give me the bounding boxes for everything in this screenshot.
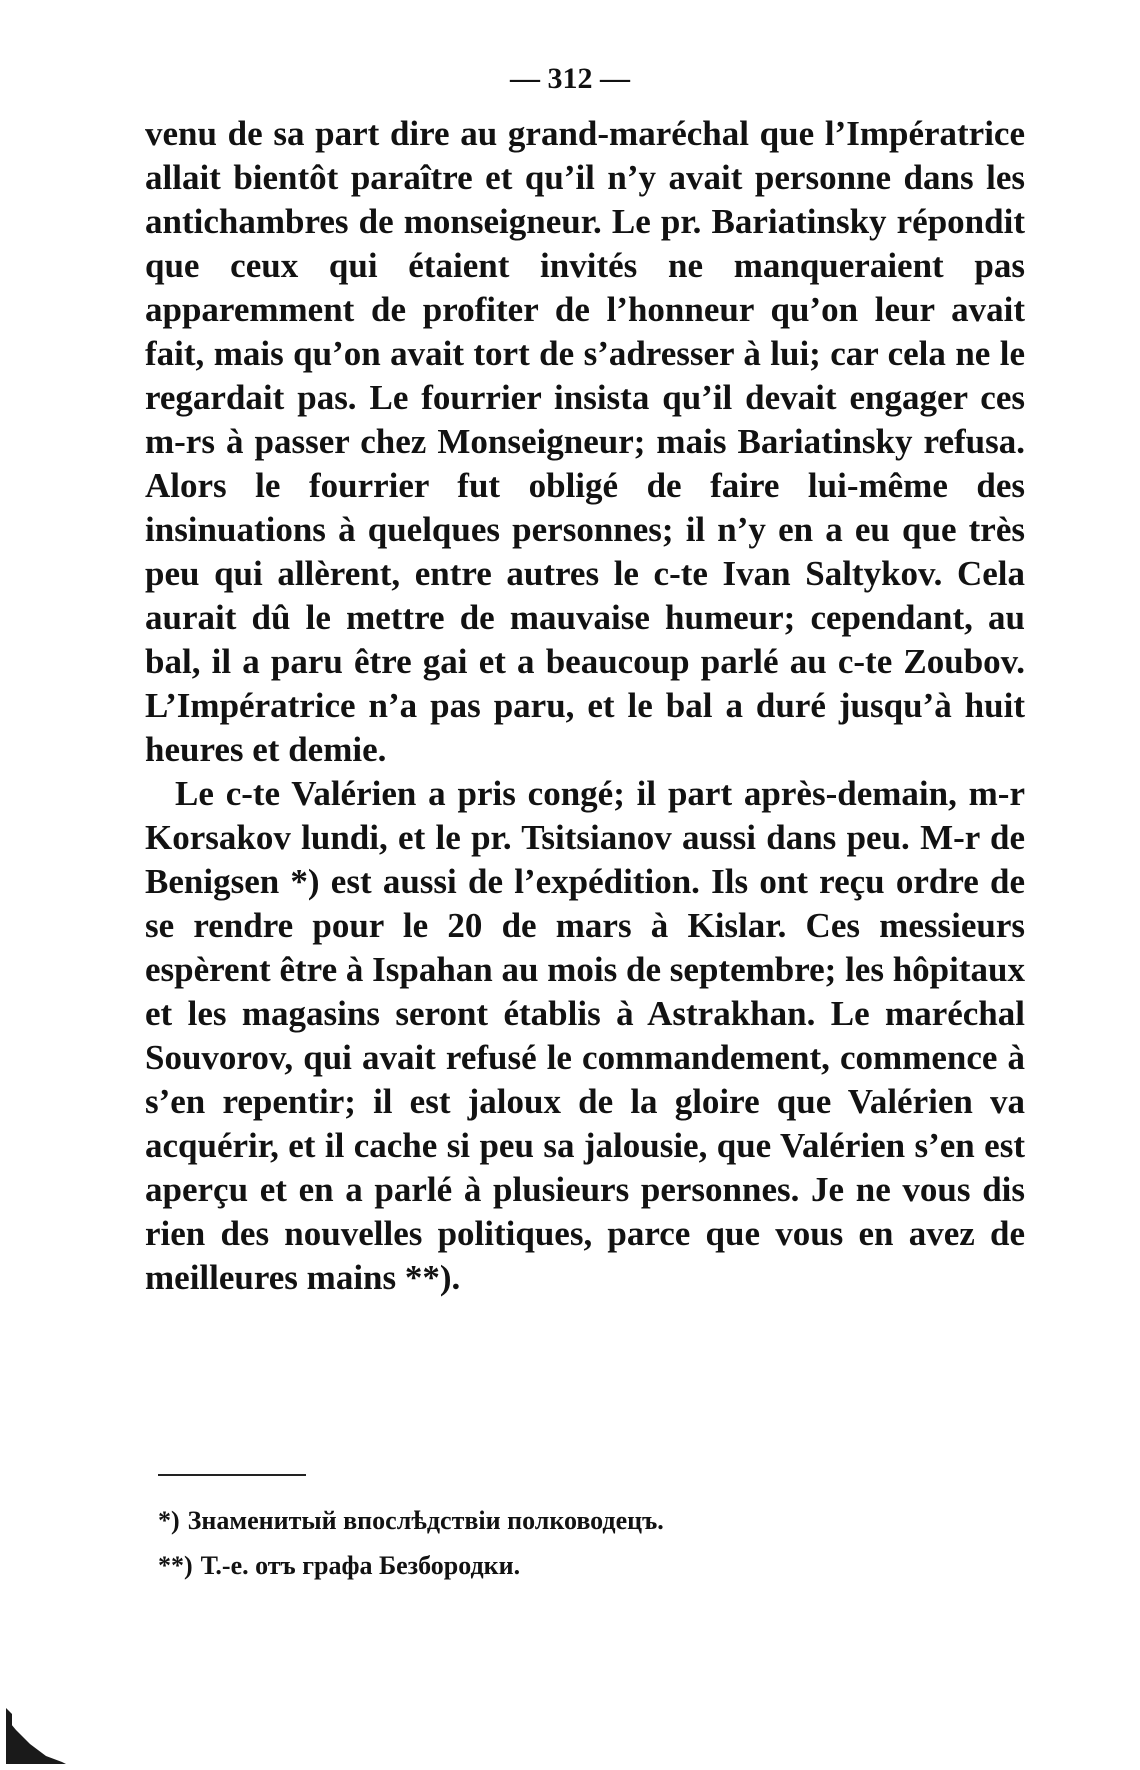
footnote-mark: **) [158, 1551, 193, 1580]
page-number: — 312 — [510, 62, 630, 95]
body-text [145, 112, 1025, 1300]
footnote-text: Знаменитый впослѣдствіи полководецъ. [187, 1506, 664, 1535]
footnote [158, 1543, 858, 1588]
paragraph: venu de sa part dire au grand-maréchal que l’Impératrice allait bientôt paraître et qu’il n’y avait personne dans les antichambres de monseigneur. Le pr. Bariatinsky répondit que ceux qui étaient invités ne manqueraient pas apparemment de profiter de l’honneur qu’on leur avait fait, mais qu’on avait tort de s’adresser à lui; car cela ne le regardait pas. Le fourrier insista qu’il devait engager ces m-rs à passer chez Monseigneur; mais Bariatinsky refusa. Alors le fourrier fut obligé de faire lui-même des insinuations à quelques personnes; il n’y en a eu que très peu qui allèrent, entre autres le c-te Ivan Saltykov. Cela aurait dû le mettre de mauvaise humeur; cependant, au bal, il a paru être gai et a beaucoup parlé au c-te Zoubov. L’Impératrice n’a pas paru, et le bal a duré jusqu’à huit heures et demie. [145, 114, 1025, 769]
scan-corner-mark [6, 1700, 66, 1764]
footnote-text: Т.-е. отъ графа Безбородки. [200, 1551, 521, 1580]
footnotes [158, 1498, 858, 1588]
paragraph: Le c-te Valérien a pris congé; il part après-demain, m-r Korsakov lundi, et le pr. Tsitsianov aussi dans peu. M-r de Benigsen *) est aussi de l’expédition. Ils ont reçu ordre de se rendre pour le 20 de mars à Kislar. Ces messieurs espèrent être à Ispahan au mois de septembre; les hôpitaux et les magasins seront établis à Astrakhan. Le maréchal Souvorov, qui avait refusé le commandement, commence à s’en repentir; il est jaloux de la gloire que Valérien va acquérir, et il cache si peu sa jalousie, que Valérien s’en est aperçu et en a parlé à plusieurs personnes. Je ne vous dis rien des nouvelles politiques, parce que vous en avez de meilleures mains **). [145, 774, 1025, 1297]
footnote-divider [158, 1474, 306, 1476]
footnote [158, 1498, 858, 1543]
footnote-mark: *) [158, 1506, 180, 1535]
